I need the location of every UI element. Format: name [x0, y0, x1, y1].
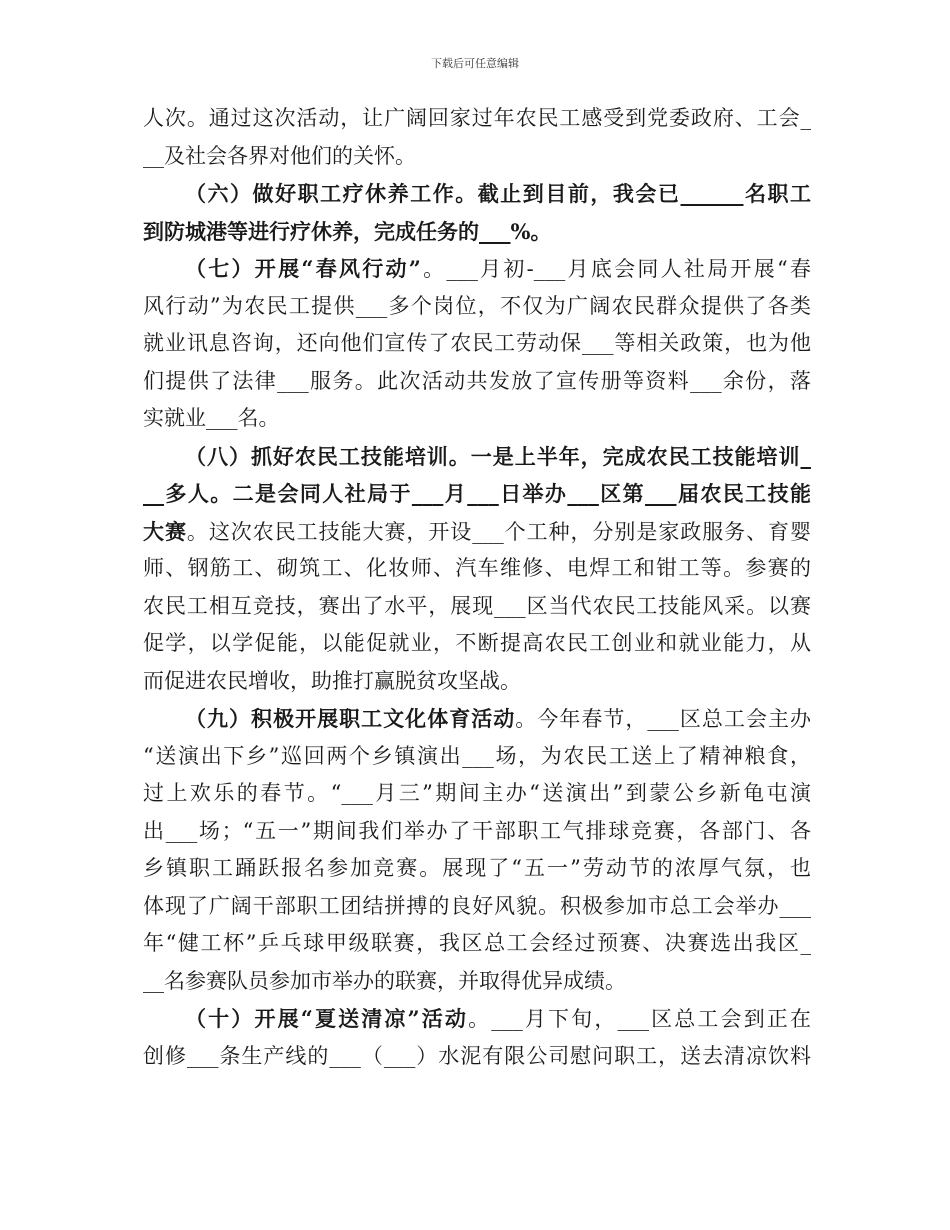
page-header: 下载后可任意编辑 [431, 57, 519, 70]
text-line [143, 775, 811, 813]
text-segment: 年“健工杯”乒乓球甲级联赛，我区总工会经过预赛、决赛选出我区_ [143, 931, 811, 955]
text-segment: 体现了广阔干部职工团结拼搏的良好风貌。积极参加市总工会举办___ [143, 893, 811, 918]
bold-text-segment: 到防城港等进行疗休养，完成任务的___%。 [143, 218, 552, 244]
text-line [143, 925, 811, 963]
text-segment: 就业讯息咨询，还向他们宣传了农民工劳动保___等相关政策，也为他 [143, 331, 811, 355]
text-line [143, 100, 811, 138]
text-line [143, 175, 811, 213]
text-line [143, 400, 811, 438]
text-line [143, 213, 811, 251]
text-segment: 实就业___名。 [143, 406, 280, 430]
text-segment: 创修___条生产线的___（___）水泥有限公司慰问职工，送去清凉饮料 [143, 1043, 811, 1068]
text-line [143, 813, 811, 851]
text-line [143, 550, 811, 588]
text-segment: 而促进农民增收，助推打赢脱贫攻坚战。 [143, 668, 521, 693]
text-segment: 师、钢筋工、砌筑工、化妆师、汽车维修、电焊工和钳工等。参赛的 [143, 556, 811, 580]
text-line [143, 625, 811, 663]
text-line [143, 475, 811, 513]
document-body [143, 100, 811, 1075]
text-line [143, 138, 811, 176]
text-segment: 过上欢乐的春节。“___月三”期间主办“送演出”到蒙公乡新龟屯演 [143, 781, 811, 805]
text-line [143, 325, 811, 363]
text-line [143, 250, 811, 288]
text-segment: “送演出下乡”巡回两个乡镇演出___场，为农民工送上了精神粮食， [143, 743, 811, 768]
bold-text-segment: （八）抓好农民工技能培训。一是上半年，完成农民工技能培训_ [185, 443, 811, 469]
text-line [143, 963, 811, 1001]
bold-text-segment: 大赛 [143, 518, 187, 544]
text-segment: __名参赛队员参加市举办的联赛，并取得优异成绩。 [143, 968, 626, 993]
bold-text-segment: （九）积极开展职工文化体育活动 [185, 706, 516, 731]
text-line [143, 288, 811, 326]
text-segment: 农民工相互竞技，赛出了水平，展现___区当代农民工技能风采。以赛 [143, 593, 811, 618]
text-segment: 乡镇职工踊跃报名参加竞赛。展现了“五一”劳动节的浓厚气氛，也 [143, 856, 811, 880]
bold-text-segment: （六）做好职工疗休养工作。截止到目前，我会已______名职工 [185, 181, 811, 206]
text-segment: 。这次农民工技能大赛，开设___个工种，分别是家政服务、育婴 [186, 519, 811, 544]
text-line [143, 663, 811, 701]
text-segment: __及社会各界对他们的关怀。 [143, 143, 416, 168]
bold-text-segment: （十）开展“夏送清凉”活动 [185, 1006, 469, 1031]
text-line [143, 1000, 811, 1038]
text-line [143, 888, 811, 926]
text-segment: 出___场；“五一”期间我们举办了干部职工气排球竞赛，各部门、各 [143, 818, 811, 843]
text-line [143, 700, 811, 738]
text-segment: 们提供了法律___服务。此次活动共发放了宣传册等资料___余份，落 [143, 368, 811, 393]
text-segment: 。___月下旬，___区总工会到正在 [468, 1007, 811, 1031]
text-line [143, 588, 811, 626]
text-line [143, 738, 811, 776]
text-segment: 人次。通过这次活动，让广阔回家过年农民工感受到党委政府、工会_ [143, 106, 811, 130]
text-segment: 。今年春节，___区总工会主办 [515, 707, 811, 731]
text-segment: 促学，以学促能，以能促就业，不断提高农民工创业和就业能力，从 [143, 631, 811, 655]
text-segment: 。___月初-___月底会同人社局开展“春 [420, 257, 811, 281]
text-line [143, 850, 811, 888]
text-line [143, 363, 811, 401]
bold-text-segment: （七）开展“春风行动” [185, 256, 421, 281]
text-line [143, 513, 811, 551]
text-line [143, 1038, 811, 1076]
bold-text-segment: __多人。二是会同人社局于___月___日举办___区第___届农民工技能 [143, 481, 811, 506]
text-line [143, 438, 811, 476]
text-segment: 风行动”为农民工提供___多个岗位，不仅为广阔农民群众提供了各类 [143, 293, 811, 318]
